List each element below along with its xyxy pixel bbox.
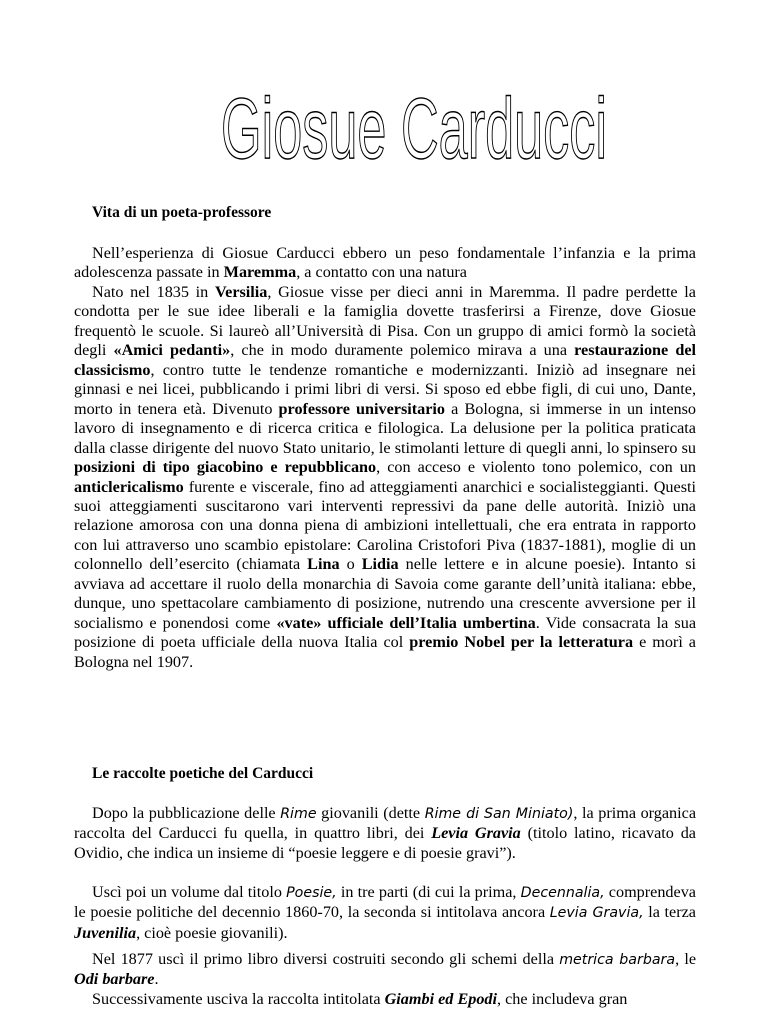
text-run: restaurazione del classicismo [74, 341, 697, 379]
text-run: , che in modo duramente polemico mirava a una [230, 341, 575, 360]
paragraph-life-biography [74, 283, 696, 672]
text-run: Maremma [223, 263, 297, 282]
text-run: Lidia [361, 555, 399, 574]
text-run: e morì a Bologna nel 1907. [74, 633, 696, 671]
text-run: nelle lettere e in alcune poesie). Intanto si avviava ad accettare il ruolo della monarchia di Savoia come garante dell’unità italiana: ebbe, dunque, uno spettacolare cambiamento di posizione, nutrendo una crescente avversione per il socialismo e ponendosi come [74, 555, 697, 632]
text-run: Dopo la pubblicazione delle [92, 804, 281, 822]
text-run: metrica barbara [559, 952, 676, 968]
text-run: o [339, 555, 362, 574]
text-run: Decennalia, [520, 885, 605, 901]
text-run: posizioni di tipo giacobino e repubblicano [74, 458, 377, 477]
title-wordart: Giosue Carducci [221, 80, 608, 168]
text-run: la terza [643, 903, 696, 922]
text-run: comprendeva le poesie politiche del decennio 1860-70, la seconda si intitolava ancora [74, 883, 696, 922]
paragraph-collections-odi-barbare [74, 950, 696, 990]
paragraph-collections-rime [74, 804, 696, 863]
text-run: . Vide consacrata la sua posizione di poeta ufficiale della nuova Italia col [74, 613, 696, 652]
text-run: Odi barbare [74, 970, 155, 989]
text-run: Poesie, [286, 885, 337, 901]
text-run: Lina [307, 555, 340, 574]
text-run: Juvenilia [74, 923, 137, 942]
text-run: . [154, 970, 159, 989]
text-run: , le [675, 950, 697, 968]
text-run: , Giosue visse per dieci anni in Maremma. Il padre perdette la condotta per le sue idee liberali e la famiglia dovette trasferirsi a Firenze, dove Giosue frequentò le scuole. Si laureò all’Università di Pisa. Con un gruppo di amici formò la società degli [74, 283, 696, 360]
text-run: Successivamente usciva la raccolta intitolata [92, 990, 385, 1008]
text-run: in tre parti (di cui la prima, [336, 883, 521, 901]
text-run: Versilia [214, 283, 268, 301]
paragraph-collections-giambi [74, 990, 696, 1009]
text-run: Levia Gravia [431, 824, 521, 843]
text-run: , contro tutte le tendenze romantiche e modernizzanti. Iniziò ad insegnare nei ginnasi e nei licei, pubblicando i primi libri di versi. Si sposo ed ebbe figli, di cui uno, Dante, morto in tenera età. Divenuto [74, 360, 696, 418]
text-run: Rime di San Miniato) [424, 806, 574, 822]
text-run: anticlericalismo [74, 477, 184, 496]
page-title [0, 78, 768, 168]
text-run: Rime [280, 806, 317, 822]
text-run: , che includeva gran [497, 990, 628, 1008]
text-run: , la prima organica raccolta del Carducci fu quella, in quattro libri, dei [74, 804, 697, 843]
text-run: Uscì poi un volume dal titolo [92, 883, 287, 901]
section-heading-collections: Le raccolte poetiche del Carducci [92, 765, 314, 782]
paragraph-collections-poesie [74, 883, 696, 943]
section-heading-life: Vita di un poeta-professore [92, 204, 272, 221]
text-run: Levia Gravia, [549, 905, 644, 922]
text-run: giovanili (dette [316, 804, 425, 822]
text-run: Nell’esperienza di Giosue Carducci ebbero un peso fondamentale l’infanzia e la prima adolescenza passate in [74, 244, 696, 282]
text-run: , cioè poesie giovanili). [136, 923, 288, 942]
paragraph-life-intro [74, 244, 696, 283]
text-run: , con acceso e violento tono polemico, con un [376, 458, 696, 477]
text-run: «Amici pedanti» [113, 341, 231, 360]
text-run: professore universitario [278, 399, 446, 418]
text-run: (titolo latino, ricavato da Ovidio, che indica un insieme di “poesie leggere e di poesie gravi”). [74, 824, 696, 862]
text-run: Nel 1877 uscì il primo libro diversi costruiti secondo gli schemi della [92, 950, 560, 968]
text-run: furente e viscerale, fino ad atteggiamenti anarchici e socialisteggianti. Questi suoi atteggiamenti suscitarono vari interventi repressivi da pane delle autorità. Iniziò una relazione amorosa con una donna piena di ambizioni intellettuali, che era entrata in rapporto con lui attraverso uno scambio epistolare: Carolina Cristofori Piva (1837-1881), moglie di un colonnello dell’esercito (chiamata [74, 477, 696, 574]
text-run: , a contatto con una natura [296, 263, 467, 282]
text-run: Nato nel 1835 in [92, 283, 215, 301]
text-run: Giambi ed Epodi [384, 990, 498, 1008]
text-run: premio Nobel per la letteratura [409, 633, 634, 652]
text-run: «vate» ufficiale dell’Italia umbertina [276, 613, 536, 632]
text-run: a Bologna, si immerse in un intenso lavoro di insegnamento e di ricerca critica e filologica. La delusione per la politica praticata dalla classe dirigente del nuovo Stato unitario, le stimolanti letture di quegli anni, lo spinsero su [74, 399, 697, 457]
